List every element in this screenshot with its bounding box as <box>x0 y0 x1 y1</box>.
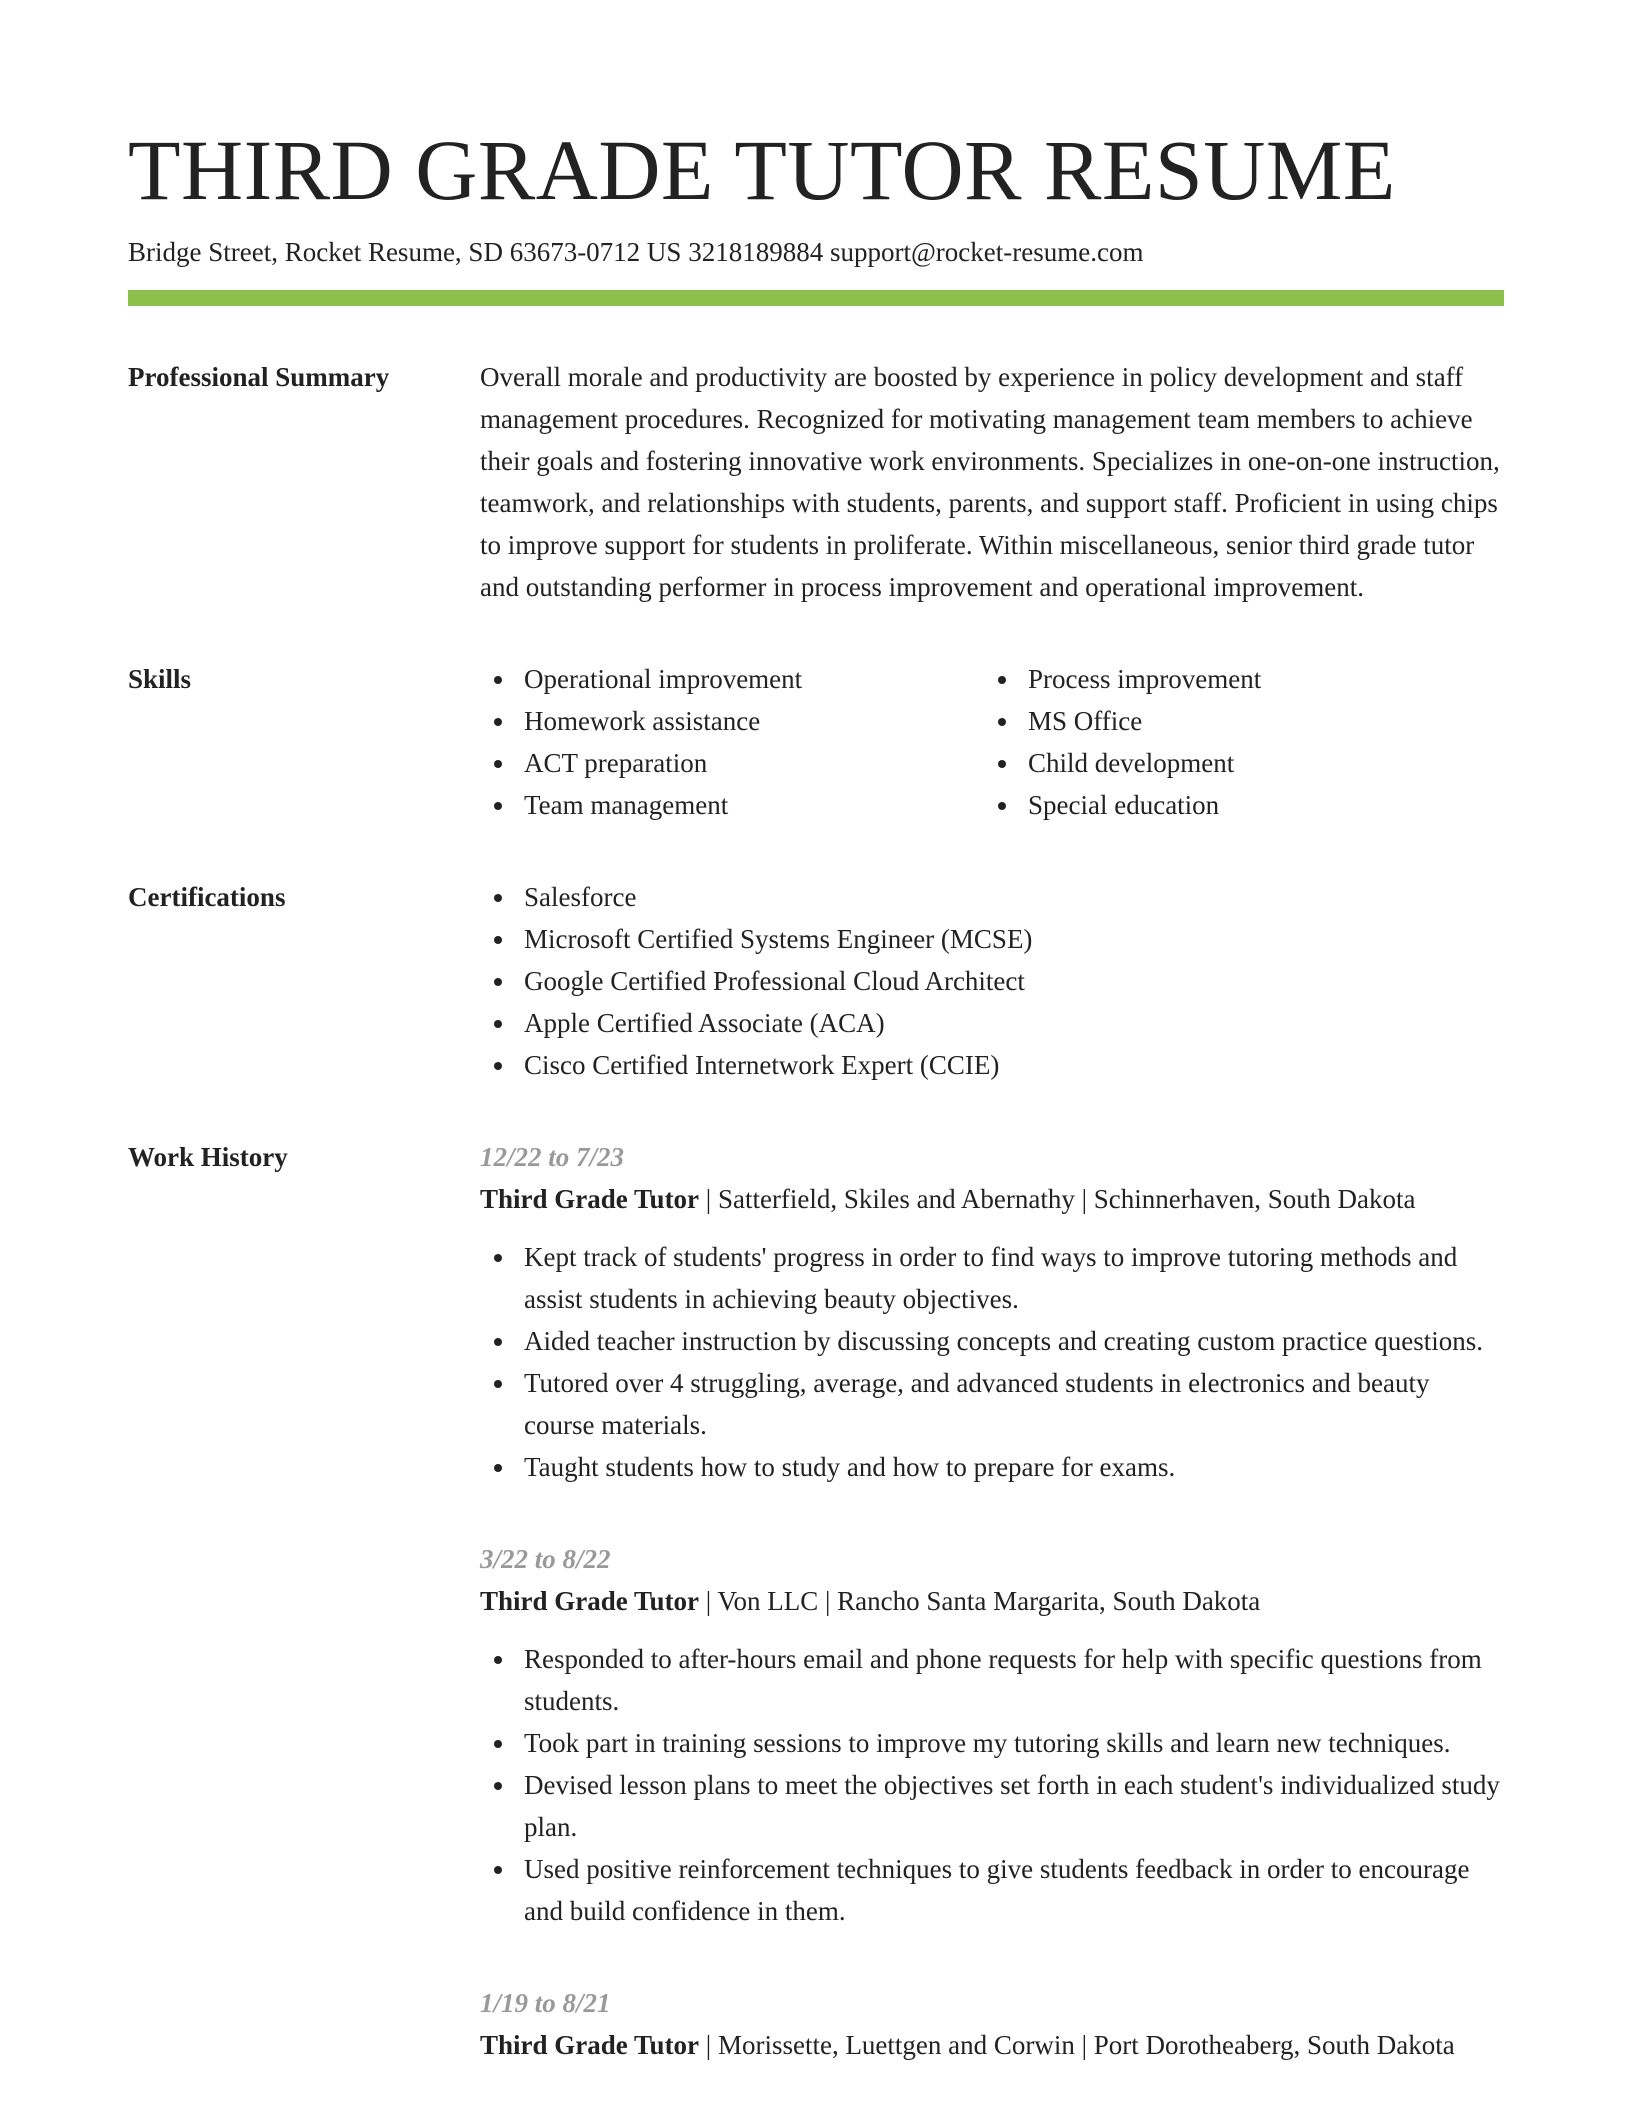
job-heading <box>480 1580 1504 1622</box>
skills-label: Skills <box>128 664 192 694</box>
job-duty: Used positive reinforcement techniques to give students feedback in order to encourage and build confidence in them. <box>480 1848 1504 1932</box>
job-title: Third Grade Tutor <box>480 1184 700 1214</box>
job-dates: 1/19 to 8/21 <box>480 1988 611 2018</box>
skills-list <box>480 658 1504 826</box>
resume-title: THIRD GRADE TUTOR RESUME <box>128 122 1396 218</box>
skill-item: ACT preparation <box>480 742 984 784</box>
work-history-label: Work History <box>128 1142 288 1172</box>
skill-item: Team management <box>480 784 984 826</box>
summary-text: Overall morale and productivity are boosted by experience in policy development and staff management procedures. Recognized for motivating management team members to achieve their goals and fostering innovative work environments. Specializes in one-on-one instruction, teamwork, and relationships with students, parents, and support staff. Proficient in using chips to improve support for students in proliferate. Within miscellaneous, senior third grade tutor and outstanding performer in process improvement and operational improvement. <box>480 362 1500 602</box>
job-employer: | Von LLC | Rancho Santa Margarita, South Dakota <box>699 1586 1261 1616</box>
skill-item: Special education <box>984 784 1488 826</box>
job-duty: Taught students how to study and how to prepare for exams. <box>480 1446 1504 1488</box>
skill-item: Child development <box>984 742 1488 784</box>
work-history-section <box>128 1136 1504 2082</box>
job-duty: Tutored over 4 struggling, average, and advanced students in electronics and beauty course materials. <box>480 1362 1504 1446</box>
job-title: Third Grade Tutor <box>480 2030 700 2060</box>
certifications-label: Certifications <box>128 882 286 912</box>
job-heading <box>480 1178 1504 1220</box>
job-duty: Kept track of students' progress in order to find ways to improve tutoring methods and assist students in achieving beauty objectives. <box>480 1236 1504 1320</box>
certification-item: Cisco Certified Internetwork Expert (CCIE) <box>480 1044 1504 1086</box>
job-dates: 3/22 to 8/22 <box>480 1544 611 1574</box>
skills-column-left <box>480 658 984 826</box>
job-duties <box>480 1638 1504 1932</box>
skills-column-right <box>984 658 1488 826</box>
job-employer: | Satterfield, Skiles and Abernathy | Schinnerhaven, South Dakota <box>699 1184 1416 1214</box>
summary-label: Professional Summary <box>128 362 390 392</box>
skill-item: Operational improvement <box>480 658 984 700</box>
skill-item: Homework assistance <box>480 700 984 742</box>
job-title: Third Grade Tutor <box>480 1586 700 1616</box>
certifications-list <box>480 876 1504 1086</box>
job-heading <box>480 2024 1504 2066</box>
work-history-list <box>480 1136 1504 2082</box>
job-duty: Responded to after-hours email and phone requests for help with specific questions from students. <box>480 1638 1504 1722</box>
skill-item: Process improvement <box>984 658 1488 700</box>
job-dates: 12/22 to 7/23 <box>480 1142 625 1172</box>
job-duties <box>480 1236 1504 1488</box>
certification-item: Salesforce <box>480 876 1504 918</box>
header-divider <box>128 290 1504 306</box>
contact-info: Bridge Street, Rocket Resume, SD 63673-0712 US 3218189884 support@rocket-resume.com <box>128 237 1144 267</box>
summary-section <box>128 356 1504 608</box>
job-duty: Aided teacher instruction by discussing concepts and creating custom practice questions. <box>480 1320 1504 1362</box>
certifications-section <box>128 876 1504 1086</box>
certification-item: Google Certified Professional Cloud Architect <box>480 960 1504 1002</box>
resume-page <box>128 120 1504 2082</box>
job-employer: | Morissette, Luettgen and Corwin | Port Dorotheaberg, South Dakota <box>699 2030 1455 2060</box>
job-duty: Devised lesson plans to meet the objectives set forth in each student's individualized study plan. <box>480 1764 1504 1848</box>
skill-item: MS Office <box>984 700 1488 742</box>
job-entry <box>480 1136 1504 1488</box>
skills-section <box>128 658 1504 826</box>
job-entry <box>480 1538 1504 1932</box>
job-duty: Took part in training sessions to improve my tutoring skills and learn new techniques. <box>480 1722 1504 1764</box>
certification-item: Apple Certified Associate (ACA) <box>480 1002 1504 1044</box>
job-entry <box>480 1982 1504 2066</box>
certification-item: Microsoft Certified Systems Engineer (MCSE) <box>480 918 1504 960</box>
